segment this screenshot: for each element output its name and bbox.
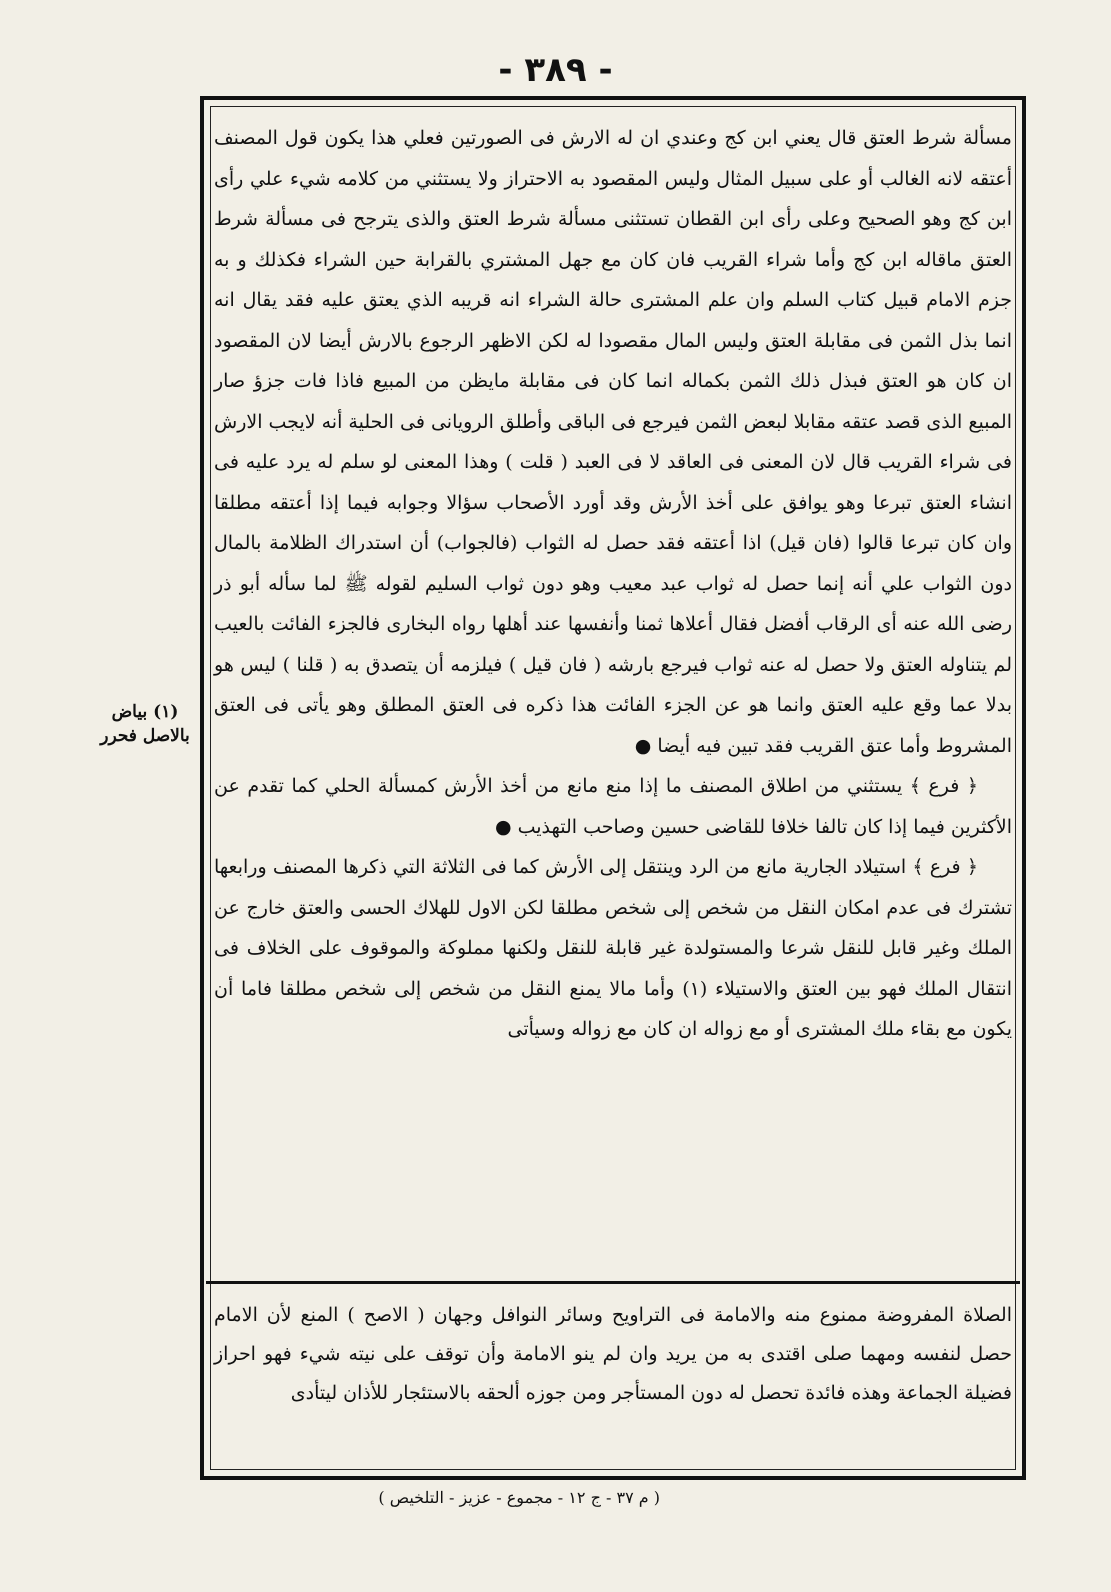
main-text-body xyxy=(214,118,1012,1050)
margin-note xyxy=(92,700,198,748)
paragraph-main: مسألة شرط العتق قال يعني ابن كج وعندي ان له الارش فى الصورتين فعلي هذا يكون قول المصنف أعتقه لانه الغالب أو على سبيل المثال وليس المقصود به الاحتراز ولا يستثني من كلامه شيء علي رأى ابن كج وهو الصحيح وعلى رأى ابن القطان تستثنى مسألة شرط العتق والذى يترجح فى مسألة شرط العتق ماقاله ابن كج وأما شراء القريب فان كان مع جهل المشتري بالقرابة حين الشراء فكذلك و به جزم الامام قبيل كتاب السلم وان علم المشترى حالة الشراء انه قريبه الذي يعتق عليه فقد يقال انه انما بذل الثمن فى مقابلة العتق وليس المال مقصودا له لكن الاظهر الرجوع بالارش أيضا لان المقصود ان كان هو العتق فبذل ذلك الثمن بكماله انما كان فى مقابلة مايظن من المبيع فاذا فات جزؤ صار المبيع الذى قصد عتقه مقابلا لبعض الثمن فيرجع فى الباقى وأطلق الرويانى فى الحلية أنه لايجب الارش فى شراء القريب قال لان المعنى فى العاقد لا فى العبد ( قلت ) وهذا المعنى لو سلم له يرد عليه فى انشاء العتق تبرعا وهو يوافق على أخذ الأرش وقد أورد الأصحاب سؤالا وجوابه فيما إذا أعتقه مطلقا وان كان تبرعا قالوا (فان قيل) اذا أعتقه فقد حصل له الثواب (فالجواب) أن استدراك الظلامة بالمال دون الثواب علي أنه إنما حصل له ثواب عبد معيب وهو دون ثواب السليم لقوله ﷺ لما سأله أبو ذر رضى الله عنه أى الرقاب أفضل فقال أعلاها ثمنا وأنفسها عند أهلها رواه البخارى فالجزء الفائت بالعيب لم يتناوله العتق ولا حصل له عنه ثواب فيرجع بارشه ( فان قيل ) فيلزمه أن يتصدق به ( قلنا ) ليس هو بدلا عما وقع عليه العتق وانما هو عن الجزء الفائت هذا ذكره فى العتق المطلق وهو يأتى فى العتق المشروط وأما عتق القريب فقد تبين فيه أيضا ● xyxy=(214,127,1012,757)
footnote-separator xyxy=(206,1281,1020,1284)
commentary-block xyxy=(214,1296,1012,1413)
commentary-text: الصلاة المفروضة ممنوع منه والامامة فى التراويح وسائر النوافل وجهان ( الاصح ) المنع لأن الامام حصل لنفسه ومهما صلى اقتدى به من يريد وان لم ينو الامامة وأن توقف على نيته شيء فهو احراز فضيلة الجماعة وهذه فائدة تحصل له دون المستأجر ومن جوزه ألحقه بالاستئجار للأذان ليتأدى xyxy=(214,1304,1012,1404)
bottom-rule xyxy=(206,1478,1020,1480)
signature-reference: ( م ٣٧ - ج ١٢ - مجموع - عزيز - التلخيص ) xyxy=(378,1488,660,1507)
paragraph-far-2: ﴿ فرع ﴾ استيلاد الجارية مانع من الرد وينتقل إلى الأرش كما فى الثلاثة التي ذكرها المصنف ورابعها تشترك فى عدم امكان النقل من شخص إلى شخص مطلقا لكن الاول للهلاك الحسى والعتق خارج عن الملك وغير قابل للنقل شرعا والمستولدة غير قابلة للنقل ولكنها مملوكة والموقوف على الخلاف فى انتقال الملك فهو بين العتق والاستيلاء (١) وأما مالا يمنع النقل من شخص إلى شخص مطلقا فاما أن يكون مع بقاء ملك المشترى أو مع زواله ان كان مع زواله وسيأتى xyxy=(214,856,1012,1040)
paragraph-far-1: ﴿ فرع ﴾ يستثني من اطلاق المصنف ما إذا منع مانع من أخذ الأرش كمسألة الحلي كما تقدم عن الأكثرين فيما إذا كان تالفا خلافا للقاضى حسين وصاحب التهذيب ● xyxy=(214,775,1012,838)
margin-note-line-2: بالاصل فحرر xyxy=(100,726,190,746)
page-number: - ٣٨٩ - xyxy=(498,50,613,90)
margin-note-line-1: (١) بياض xyxy=(111,702,179,722)
